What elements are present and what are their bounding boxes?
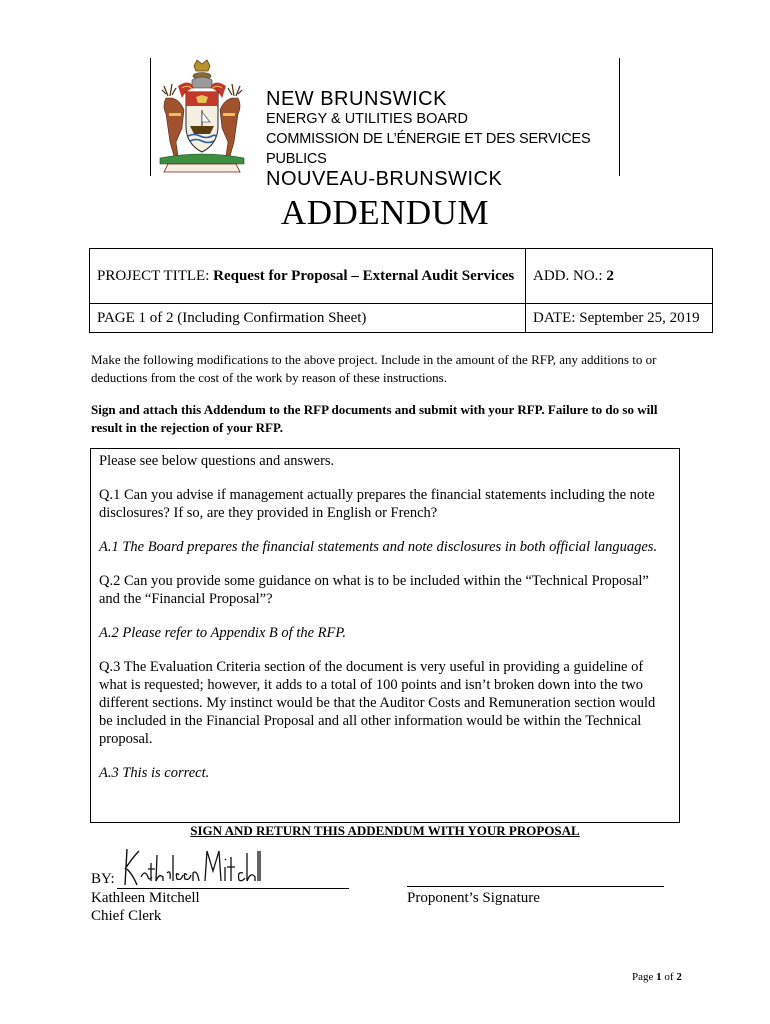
page-info-cell: PAGE 1 of 2 (Including Confirmation Sheet) xyxy=(90,304,526,333)
document-title: ADDENDUM xyxy=(280,193,490,232)
addendum-number-cell xyxy=(526,249,713,304)
organization-name xyxy=(266,88,620,190)
org-name-en-line2: ENERGY & UTILITIES BOARD xyxy=(266,111,468,127)
org-name-fr-line1: COMMISSION DE L’ÉNERGIE ET DES SERVICES PUBLICS xyxy=(266,131,591,167)
page-number-current: 1 xyxy=(656,971,662,983)
by-label: BY: xyxy=(91,871,115,887)
proponent-signature-label: Proponent’s Signature xyxy=(407,890,540,906)
project-title-value: Request for Proposal – External Audit Services xyxy=(213,267,515,284)
answer-2: A.2 Please refer to Appendix B of the RFP. xyxy=(99,625,346,641)
page-number-label: Page xyxy=(632,971,657,983)
addendum-number-value: 2 xyxy=(606,267,614,284)
date-cell: DATE: September 25, 2019 xyxy=(526,304,713,333)
signer-title: Chief Clerk xyxy=(91,908,162,924)
questions-answers-box xyxy=(90,448,680,823)
handwritten-signature xyxy=(121,845,261,891)
instructions-intro: Make the following modifications to the above project. Include in the amount of the RFP, any additions to or deductions from the cost of the work by reason of these instructions. xyxy=(91,352,657,385)
instructions-warning: Sign and attach this Addendum to the RFP documents and submit with your RFP. Failure to do so will result in the rejection of your RFP. xyxy=(91,402,658,435)
answer-1: A.1 The Board prepares the financial statements and note disclosures in both official languages. xyxy=(99,539,658,555)
page-number-of: of xyxy=(661,971,677,983)
org-name-en-line1: NEW BRUNSWICK xyxy=(266,88,447,110)
question-3: Q.3 The Evaluation Criteria section of the document is very useful in providing a guideline of what is requested; however, it adds to a total of 100 points and isn’t broken down into the two different sections. My instinct would be that the Auditor Costs and Remuneration section would be included in the Financial Proposal and all other information would be within the Technical proposal. xyxy=(99,659,656,747)
proponent-signature-line xyxy=(407,886,664,887)
question-1: Q.1 Can you advise if management actually prepares the financial statements including the note disclosures? If so, are they provided in English or French? xyxy=(99,487,655,521)
project-title-cell xyxy=(90,249,526,304)
letterhead xyxy=(150,58,620,190)
question-2: Q.2 Can you provide some guidance on what is to be included within the “Technical Proposal” and the “Financial Proposal”? xyxy=(99,573,649,607)
page-number xyxy=(632,971,682,983)
sign-return-notice: SIGN AND RETURN THIS ADDENDUM WITH YOUR PROPOSAL xyxy=(190,823,580,838)
page-number-total: 2 xyxy=(676,971,682,983)
addendum-number-label: ADD. NO.: xyxy=(533,267,607,284)
project-title-label: PROJECT TITLE: xyxy=(97,267,214,284)
issuer-signature-block xyxy=(91,845,341,930)
coat-of-arms-logo xyxy=(152,58,252,176)
org-name-fr-line2: NOUVEAU-BRUNSWICK xyxy=(266,168,503,190)
addendum-header-table xyxy=(89,248,713,333)
signer-name: Kathleen Mitchell xyxy=(91,890,200,906)
letterhead-left-rule xyxy=(150,58,151,176)
qa-lead: Please see below questions and answers. xyxy=(99,453,335,469)
issuer-signature-line xyxy=(117,888,349,889)
answer-3: A.3 This is correct. xyxy=(99,765,210,781)
